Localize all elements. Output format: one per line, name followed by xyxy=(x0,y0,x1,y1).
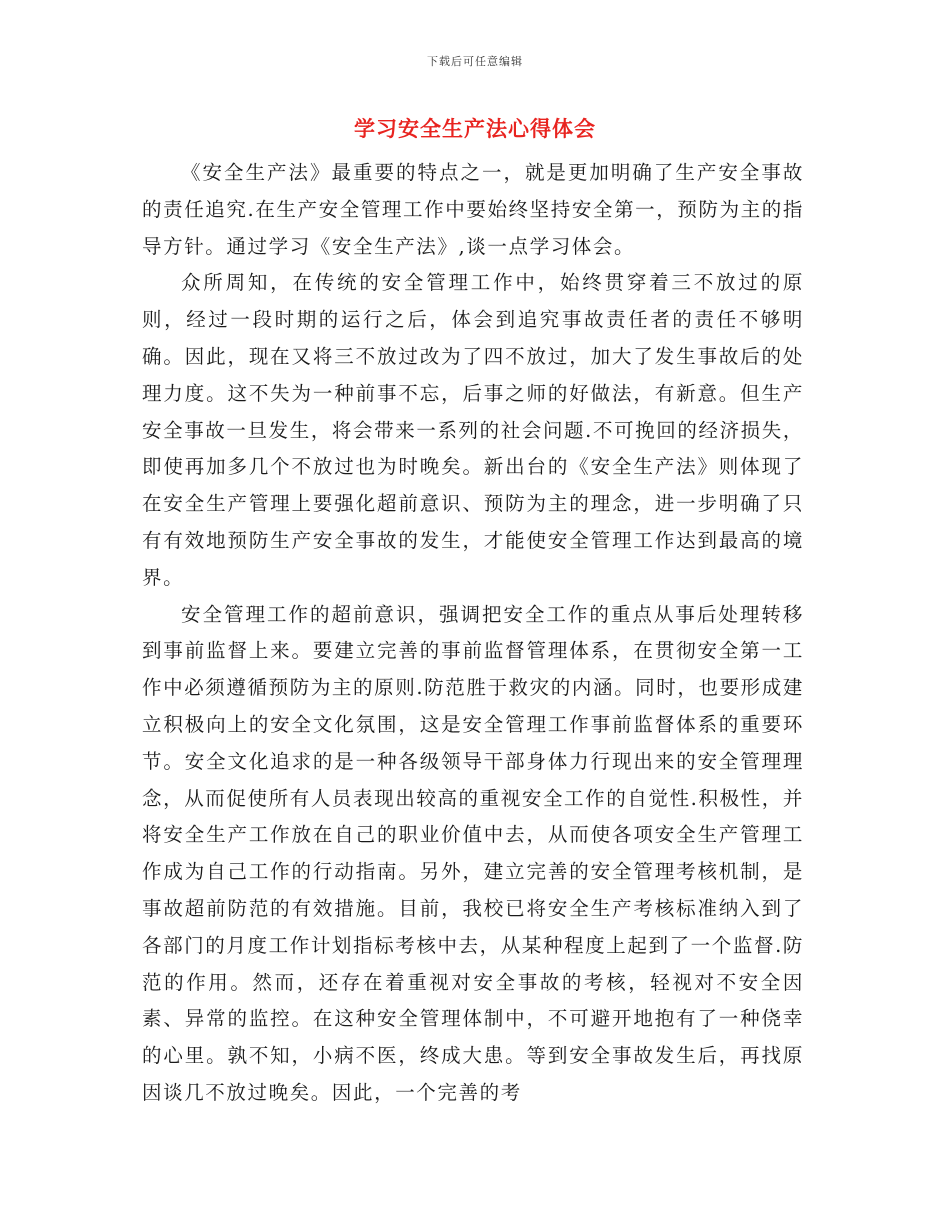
document-title: 学习安全生产法心得体会 xyxy=(354,117,596,141)
paragraph-3: 安全管理工作的超前意识，强调把安全工作的重点从事后处理转移到事前监督上来。要建立完善的事前监督管理体系，在贯彻安全第一工作中必须遵循预防为主的原则.防范胜于救灾的内涵。同时，也要形成建立积极向上的安全文化氛围，这是安全管理工作事前监督体系的重要环节。安全文化追求的是一种各级领导干部身体力行现出来的安全管理理念，从而促使所有人员表现出较高的重视安全工作的自觉性.积极性，并将安全生产工作放在自己的职业价值中去，从而使各项安全生产管理工作成为自己工作的行动指南。另外，建立完善的安全管理考核机制，是事故超前防范的有效措施。目前，我校已将安全生产考核标准纳入到了各部门的月度工作计划指标考核中去，从某种程度上起到了一个监督.防范的作用。然而，还存在着重视对安全事故的考核，轻视对不安全因素、异常的监控。在这种安全管理体制中，不可避开地抱有了一种侥幸的心里。孰不知，小病不医，终成大患。等到安全事故发生后，再找原因谈几不放过晚矣。因此，一个完善的考 xyxy=(142,602,804,1104)
document-body xyxy=(142,155,804,1112)
paragraph-2: 众所周知，在传统的安全管理工作中，始终贯穿着三不放过的原则，经过一段时期的运行之后，体会到追究事故责任者的责任不够明确。因此，现在又将三不放过改为了四不放过，加大了发生事故后的处理力度。这不失为一种前事不忘，后事之师的好做法，有新意。但生产安全事故一旦发生，将会带来一系列的社会问题.不可挽回的经济损失，即使再加多几个不放过也为时晚矣。新出台的《安全生产法》则体现了在安全生产管理上要强化超前意识、预防为主的理念，进一步明确了只有有效地预防生产安全事故的发生，才能使安全管理工作达到最高的境界。 xyxy=(142,271,804,589)
header-note: 下载后可任意编辑 xyxy=(427,55,523,68)
paragraph-1: 《安全生产法》最重要的特点之一，就是更加明确了生产安全事故的责任追究.在生产安全管理工作中要始终坚持安全第一，预防为主的指导方针。通过学习《安全生产法》,谈一点学习体会。 xyxy=(142,161,804,258)
